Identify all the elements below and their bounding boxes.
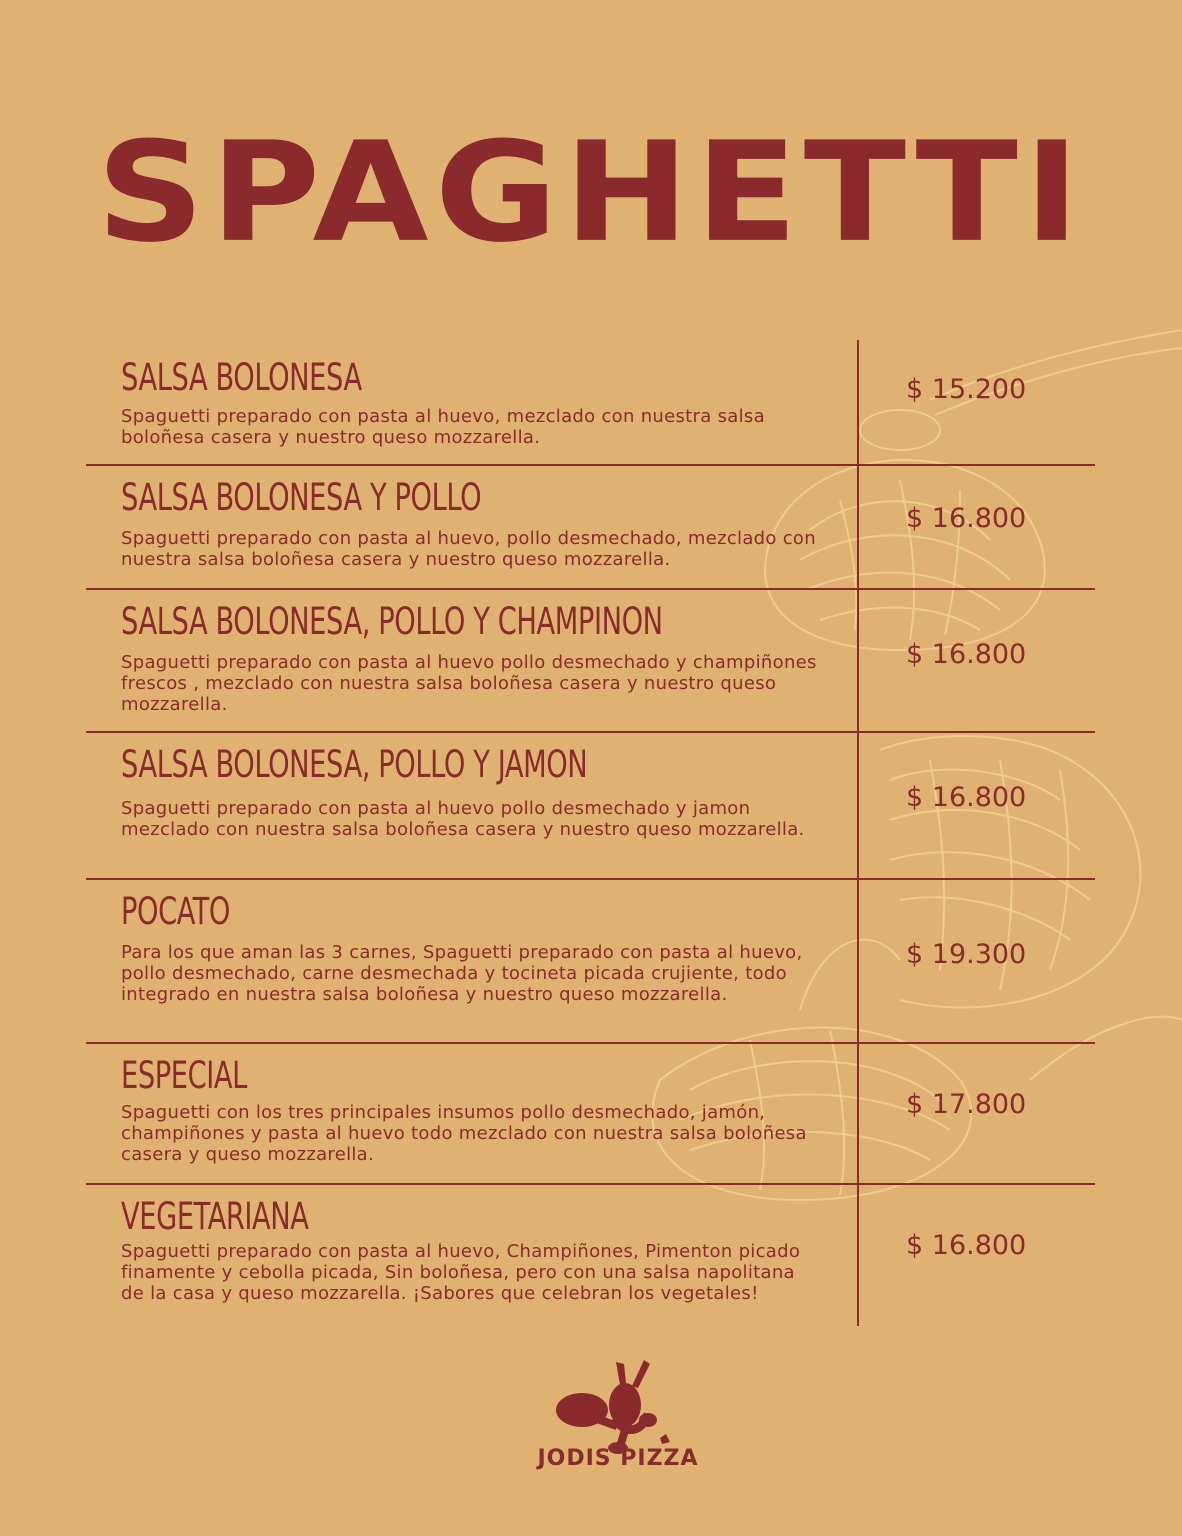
menu-item (86, 340, 1095, 466)
item-description: Spaguetti preparado con pasta al huevo pollo desmechado y champiñones frescos , mezclado con nuestra salsa boloñesa casera y nuestro queso mozzarella. (121, 652, 817, 715)
menu-item (86, 880, 1095, 1044)
item-price: $ 15.200 (906, 374, 1027, 405)
item-description: Para los que aman las 3 carnes, Spaguetti preparado con pasta al huevo, pollo desmechado, carne desmechada y tocineta picada crujiente, todo integrado en nuestra salsa boloñesa y nuestro queso mozzarella. (121, 942, 803, 1005)
item-name: VEGETARIANA (121, 1195, 309, 1238)
menu-item (86, 733, 1095, 880)
item-description: Spaguetti preparado con pasta al huevo, Champiñones, Pimenton picado finamente y cebolla picada, Sin boloñesa, pero con una salsa napolitana de la casa y queso mozzarella. ¡Sabores que celebran los vegetales! (121, 1241, 801, 1304)
item-name: SALSA BOLONESA, POLLO Y JAMON (121, 743, 588, 786)
item-description: Spaguetti con los tres principales insumos pollo desmechado, jamón, champiñones y pasta al huevo todo mezclado con nuestra salsa boloñesa casera y queso mozzarella. (121, 1102, 807, 1165)
item-name: SALSA BOLONESA (121, 356, 362, 399)
item-price: $ 19.300 (906, 939, 1027, 970)
menu-item (86, 466, 1095, 590)
item-description: Spaguetti preparado con pasta al huevo, mezclado con nuestra salsa boloñesa casera y nuestro queso mozzarella. (121, 406, 765, 448)
menu-item (86, 590, 1095, 733)
item-name: ESPECIAL (121, 1054, 247, 1097)
item-name: SALSA BOLONESA, POLLO Y CHAMPINON (121, 600, 663, 643)
item-price: $ 16.800 (906, 503, 1027, 534)
item-price: $ 17.800 (906, 1089, 1027, 1120)
menu-list (86, 340, 1095, 1345)
item-price: $ 16.800 (906, 782, 1027, 813)
item-name: POCATO (121, 890, 231, 933)
item-price: $ 16.800 (906, 1230, 1027, 1261)
item-name: SALSA BOLONESA Y POLLO (121, 476, 482, 519)
item-description: Spaguetti preparado con pasta al huevo, pollo desmechado, mezclado con nuestra salsa boloñesa casera y nuestro queso mozzarella. (121, 528, 816, 570)
item-description: Spaguetti preparado con pasta al huevo pollo desmechado y jamon mezclado con nuestra salsa boloñesa casera y nuestro queso mozzarella. (121, 798, 805, 840)
item-price: $ 16.800 (906, 639, 1027, 670)
menu-item (86, 1044, 1095, 1185)
menu-item (86, 1185, 1095, 1345)
brand-name: JODIS PIZZA (537, 1446, 699, 1471)
page-title: SPAGHETTI (96, 112, 1086, 274)
